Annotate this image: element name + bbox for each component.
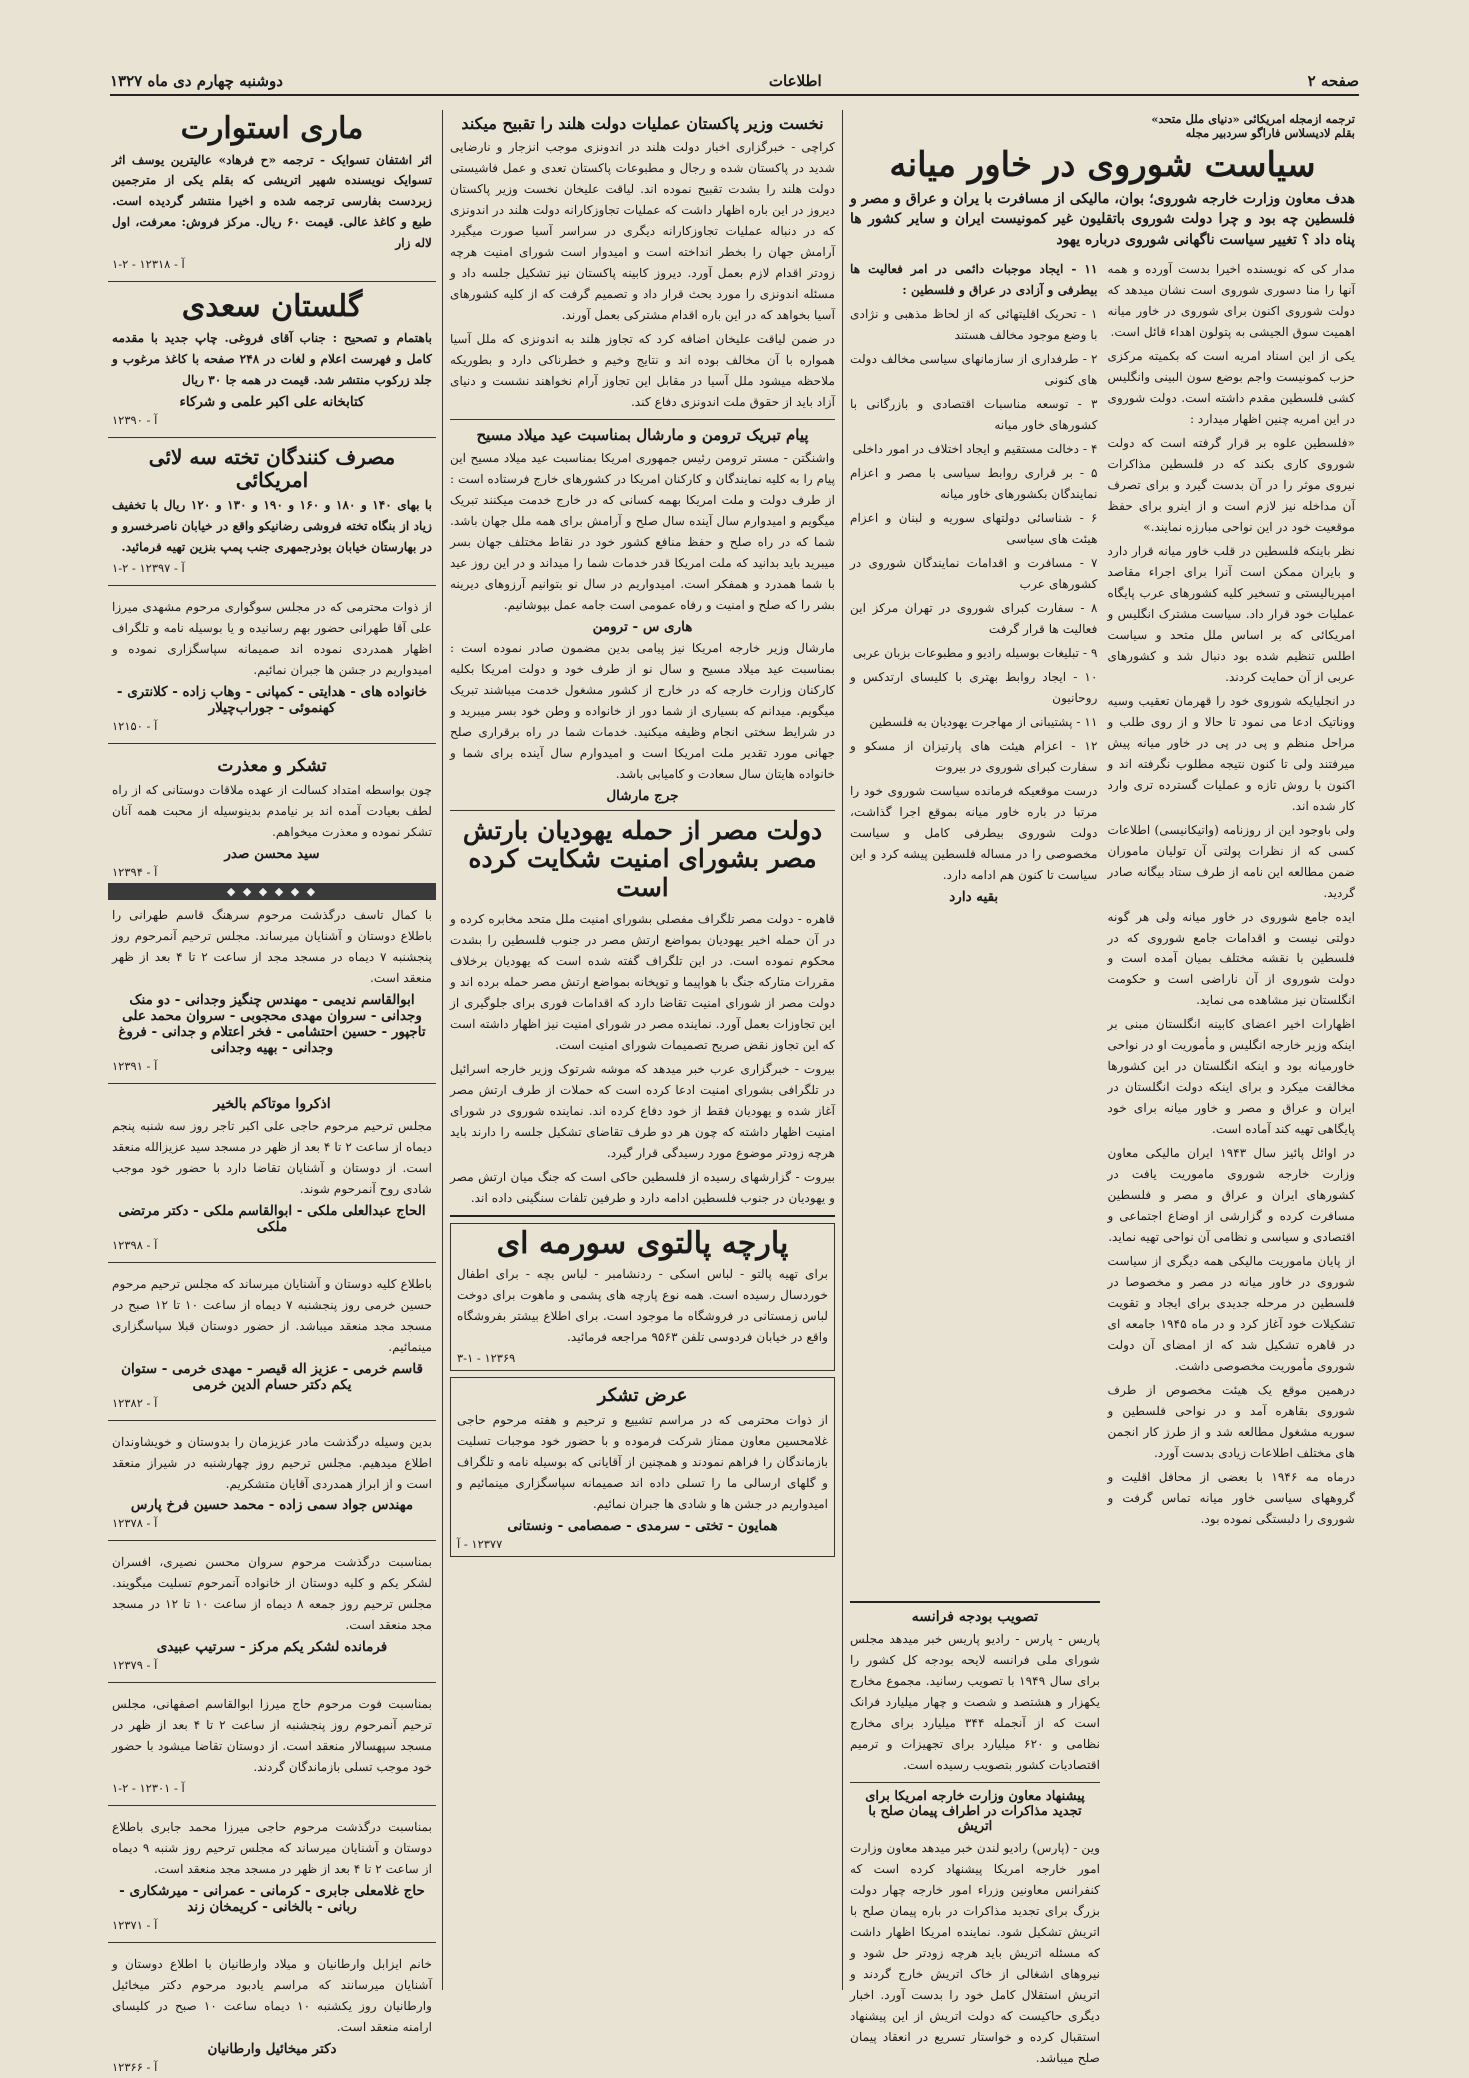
- obituary-signature: ابوالقاسم ندیمی - مهندس چنگیز وجدانی - دو منک وجدانی - سروان مهدی محجوبی - سروان محمد علی تاجپور - حسین احتشامی - فخر اعتلام و جدانی - فروغ وجدانی - بهیه وجدانی: [118, 991, 426, 1056]
- programme-item: ۱۲ - اعزام هیئت های پارتیزان از مسکو و سفارت کبرای شوروی در بیروت: [850, 738, 1098, 774]
- programme-item: ۲ - طرفداری از سازمانهای سیاسی مخالف دولت های کنونی: [850, 351, 1098, 387]
- budget-title: تصویب بودجه فرانسه: [911, 1609, 1039, 1625]
- ad-code: آ - ۱۲۳۶۶: [112, 2060, 158, 2075]
- ad-code: آ - ۱۲۳۱۸ - ۲-۱: [112, 257, 185, 272]
- article-title: سیاست شوروی در خاور میانه: [889, 145, 1316, 185]
- thanks-ad-text: از ذوات محترمی که در مراسم تشییع و ترحیم و هفته مرحوم حاجی غلامحسین معاون ممتاز شرکت فرموده و با حضور خود موجبات تسلیت بازماندگان را فراهم نمودند و همچنین از آقایانی که بوسیله نامه و تلگراف و گلهای ارسالی ما را تسلی داده اند صمیمانه سپاسگزاری مینمائیم و امیدواریم در جشن ها و شادی ها جبران نمائیم.: [457, 1413, 828, 1511]
- issue-date: دوشنبه چهارم دی ماه ۱۳۲۷: [110, 72, 283, 90]
- truman-signature: هاری س - ترومن: [592, 618, 693, 635]
- paragraph: درهمین موقع یک هیئت مخصوص از طرف شوروی بقاهره آمد و در نواحی فلسطین و سوریه مشغول مطالعه شد و از طرز کار انجمن های مختلف اطلاعات زیادی بدست آورد.: [1107, 1383, 1355, 1461]
- notice-ad: [108, 592, 436, 737]
- thanks-ad: [450, 1377, 835, 1557]
- obituary-ad: [108, 900, 436, 1077]
- ad-code: آ - ۱۲۳۹۴: [112, 864, 158, 879]
- book-ad-text: باهتمام و تصحیح : جناب آقای فروغی. چاپ جدید با مقدمه کامل و فهرست اعلام و لغات در ۲۴۸ صفحه با کاغذ مرغوب و جلد زرکوب منتشر شد. قیمت در همه جا ۳۰ ریال: [112, 330, 432, 387]
- paper-name: اطلاعات: [768, 72, 822, 90]
- marshall-signature: جرج مارشال: [606, 787, 679, 804]
- obituary-signature: الحاج عبدالعلی ملکی - ابوالقاسم ملکی - دکتر مرتضی ملکی: [118, 1202, 426, 1235]
- kicker-source: ترجمه ازمجله امریکائی «دنیای ملل متحد»: [1151, 112, 1355, 126]
- paragraph: یکی از این اسناد امریه است که بکمیته مرکزی حزب کمونیست واجم بوضع سون البینی وانگلیس کشی فلسطین مقدم داشته است. دولت شوروی در این امریه چنین اظهار میدارد :: [1107, 348, 1355, 426]
- fabric-ad-text: برای تهیه پالتو - لباس اسکی - ردنشامبر - لباس بچه - برای اطفال خوردسال رسیده است. همه نوع پارچه های پشمی و ماهوت برای دوخت لباس زمستانی در فروشگاه ما موجود است. برای اطلاع بیشتر بفروشگاه واقع در خیابان فردوسی تلفن ۹۵۶۳ مراجعه فرمائید.: [457, 1267, 828, 1345]
- obituary-signature: حاج غلامعلی جابری - کرمانی - عمرانی - میرشکاری - ربانی - بالخانی - کریمخان زند: [119, 1883, 425, 1916]
- ad-code: آ - ۱۲۳۹۷ - ۲-۱: [112, 560, 185, 575]
- thanks-ad-signature: همایون - تختی - سرمدی - صمصامی - ونستانی: [507, 1517, 778, 1534]
- ad-code: آ - ۱۲۳۹۱: [112, 1058, 158, 1073]
- pakistan-text: کراچی - خبرگزاری اخبار دولت هلند در اندونزی موجب انزجار و نارضایی شدید در پاکستان شده و رجال و مطبوعات پاکستان تعدی و عمل فاشیستی دولت هلند را بشدت تقبیح نموده اند. لیاقت علیخان نخست وزیر پاکستان دیروز در این باره اظهار داشت که عملیات تجاوزکارانه دولت هلند در اندونزی که در دنباله عملیات تجاوزکارانه دیگری در سراسر آسیا صورت میگیرد آرامش جهان را بخطر انداخته است و امیدوار است شورای امنیت هرچه زودتر اقدام لازم بعمل آورد. دیروز کابینه پاکستان نیز تشکیل جلسه داد و مسئله اندونزی را مورد بحث قرار داد و تصمیم گرفت که از کلیه کشورهای آسیا بخواهد که در این باره اقدام مشترکی بعمل آورند.: [450, 140, 835, 322]
- ad-code: آ - ۱۲۳۸۲: [112, 1395, 158, 1410]
- pakistan-text-2: در ضمن لیاقت علیخان اضافه کرد که تجاوز هلند به اندونزی که ملل آسیا همواره با آن مخالف بوده اند و نتایج وخیم و خطرناکی دارد و بطوریکه ملاحظه میشود ملل آسیا در مقابل این تجاوز آرام نخواهند نشست و دنیای آزاد باید از حقوق ملت اندونزی دفاع کند.: [450, 331, 835, 409]
- article-deck: هدف معاون وزارت خارجه شوروی؛ بوان، مالیکی از مسافرت با یران و عراق و مصر و فلسطین چه بود و چرا دولت شوروی باتقلیون غیر کمونیست ایران و سایر کشور ها پناه داد ؟ تغییر سیاست ناگهانی شوروی درباره یهود: [850, 191, 1355, 248]
- paragraph: ولی باوجود این از روزنامه (واتیکانیسی) اطلاعات کسی که از نظرات پولتی آن تولیان ماموران ضمن مطالعه این نامه از طرف ستاد بیگانه صادر گردید.: [1107, 822, 1355, 900]
- article-body: [850, 256, 1355, 1533]
- obituary-ad: [108, 1547, 436, 1676]
- plywood-ad-title: مصرف کنندگان تخته سه لائی امریکائی: [148, 444, 396, 492]
- ad-code: آ - ۱۲۱۵۰: [112, 718, 158, 733]
- programme-intro: ۱۱ - ایجاد موجبات دائمی در امر فعالیت ها بیطرفی و آزادی در عراق و فلسطین :: [850, 261, 1098, 297]
- memorial-ad: [108, 1949, 436, 2078]
- paragraph: «فلسطین علوه بر قرار گرفته است که دولت شوروی کاری بکند که در فلسطین مذاکرات نیروی موثر را در آن بدست گیرد و برای تصرف آن مداخله نیز لازم است و از اینرو برای حفظ موقعیت خود در این نواحی مبارزه نمایند.»: [1107, 435, 1355, 534]
- programme-item: ۴ - دخالت مستقیم و ایجاد اختلاف در امور داخلی: [852, 441, 1098, 456]
- ad-code: آ - ۱۲۳۷۱: [112, 1918, 158, 1933]
- thanks-ad-title: عرض تشکر: [597, 1385, 688, 1407]
- budget-text: پاریس - پارس - رادیو پاریس خبر میدهد مجلس شورای ملی فرانسه لایحه بودجه کل کشور را برای سال ۱۹۴۹ با تصویب رسانید. مجموع مخارج یکهزار و هشتصد و شصت و چهار میلیارد فرانک است که از آنجمله ۳۴۴ میلیارد برای مخارج نظامی و ۶۲۰ میلیارد برای تجهیزات و ترمیم اقتصادیات کشور بتصویب رسیده است.: [850, 1632, 1100, 1772]
- obituary-title: اذکروا موتاکم بالخیر: [213, 1095, 331, 1112]
- paragraph: اظهارات اخیر اعضای کابینه انگلستان مبنی بر اینکه وزیر خارجه انگلیس و مأموریت او در نواحی خاورمیانه بود و اینکه انگلستان در این کشورها مخالفت میکرد و برای اینکه دولت انگلستان در ایران و عراق و مصر و خاور میانه برای خود پایگاهی تهیه کند آماده است.: [1107, 1017, 1355, 1137]
- marshall-text: مارشال وزیر خارجه امریکا نیز پیامی بدین مضمون صادر نموده است : بمناسبت عید میلاد مسیح و سال نو از طرف خود و دولت امریکا بکلیه کارکنان وزارت خارجه که در خارج از کشور مشغول خدمت میباشند تبریک میگویم. میدانم که بسیاری از شما دور از خانواده و وطن خود بسر میبرید و در شرایط سختی انجام وظیفه میکنید. خدمات شما در راه برقراری صلح جهانی مورد تقدیر ملت امریکا است و امیدوارم سال آینده برای شما و خانواده هایتان سال سعادت و کامیابی باشد.: [450, 640, 835, 781]
- notice-text: از ذوات محترمی که در مجلس سوگواری مرحوم مشهدی میرزا علی آقا طهرانی حضور بهم رسانیده و یا بوسیله نامه و تلگراف اظهار همدردی نموده اند صمیمانه سپاسگزاری نموده و امیدواریم در جشن ها جبران نمائیم.: [112, 599, 432, 677]
- ad-code: ۱۲۳۶۹ - ۳-۱: [457, 1351, 516, 1366]
- apology-title: تشکر و معذرت: [217, 755, 327, 776]
- programme-item: ۸ - سفارت کبرای شوروی در تهران مرکز این فعالیت ها قرار گرفت: [850, 600, 1098, 636]
- apology-signature: سید محسن صدر: [224, 845, 320, 862]
- obituary-text: بمناسبت فوت مرحوم حاج میرزا ابوالقاسم اصفهانی، مجلس ترحیم آنمرحوم روز پنجشنبه از ساعت ۲ تا ۴ بعد از ظهر در مسجد سپهسالار منعقد است. از دوستان تقاضا میشود با حضور خود موجب تسلی بازماندگان گردند.: [112, 1697, 432, 1775]
- masthead: [110, 68, 1359, 96]
- fabric-ad-title: پارچه پالتوی سورمه ای: [496, 1225, 789, 1261]
- ad-code: آ - ۱۲۳۰۱ - ۲-۱: [112, 1781, 185, 1796]
- obituary-ad: [108, 1689, 436, 1799]
- article-closing: درست موقعیکه فرمانده سیاست شوروی خود را مرتبا در باره خاور میانه بموقع اجرا گذاشت، دولت شوروی بیطرفی کامل و سیاست مخصوصی را در مساله فلسطین پیشه کرد و این سیاست تا کنون هم ادامه دارد.: [850, 783, 1098, 882]
- memorial-signature: دکتر میخائیل وارطانیان: [207, 2041, 337, 2058]
- plywood-ad-text: با بهای ۱۴۰ و ۱۸۰ و ۱۶۰ و ۱۹۰ و ۱۳۰ و ۱۲۰ ریال با تخفیف زیاد از بنگاه تخته فروشی رضانیکو واقع در خیابان ناصرخسرو و در بهارستان خیابان بوذرجمهری جنب پمپ بنزین تهیه فرمائید.: [112, 497, 432, 554]
- notice-signature: خانواده های - هدایتی - کمپانی - وهاب زاده - کلانتری - کهنموئی - جوراب‌چیلار: [116, 683, 428, 716]
- truman-text: واشنگتن - مستر ترومن رئیس جمهوری امریکا بمناسبت عید میلاد مسیح این پیام را به کلیه نمایندگان و کارکنان امریکا در کشورهای خارج فرستاده است : از طرف دولت و ملت امریکا بهمه کسانی که در خارج خدمت میکنند تبریک میگویم و امیدوارم سال آینده سال صلح و آرامش برای همه ملل جهان باشد. شما که در راه صلح و حفظ منافع کشور خود در نقاط مختلف جهان بسر میبرید باید بدانید که ملت امریکا قدر خدمات شما را میداند و در این روز عید با شما همدرد و همفکر است. امیدواریم در سال نو بتوانیم آرزوهای دیرینه بشر را که صلح و امنیت و رفاه عمومی است جامه عمل بپوشانیم.: [450, 450, 835, 612]
- ad-code: آ - ۱۲۳۷۹: [112, 1658, 158, 1673]
- programme-item: ۱۱ - پشتیبانی از مهاجرت یهودیان به فلسطین: [869, 714, 1098, 729]
- page-number: صفحه ۲: [1307, 72, 1359, 90]
- article-body-col-right: [1108, 256, 1356, 1533]
- obituary-signature: مهندس جواد سمی زاده - محمد حسین فرخ پارس: [130, 1497, 414, 1514]
- proposal-text: وین - (پارس) رادیو لندن خبر میدهد معاون وزارت امور خارجه امریکا پیشنهاد کرده است که کنفرانس معاونین وزراء امور خارجه چهار دولت بزرگ برای تجدید مذاکرات در باره پیمان صلح با اتریش تشکیل شود. نماینده امریکا اظهار داشت که مسئله اتریش باید هرچه زودتر حل شود و نیروهای اشغالی از خاک اتریش خارج گردند و اتریش استقلال کامل خود را بدست آورد. اخبار دیگری حاکیست که دولت اتریش از این پیشنهاد استقبال کرده و خواستار تسریع در انعقاد پیمان صلح میباشد.: [850, 1840, 1100, 2065]
- book-ad-publisher: کتابخانه علی اکبر علمی و شرکاء: [179, 393, 365, 410]
- programme-item: ۷ - مسافرت و اقدامات نمایندگان شوروی در کشورهای عرب: [850, 555, 1098, 591]
- obituary-ad: [108, 1269, 436, 1414]
- kicker-author: بقلم لادیسلاس فاراگو سردبیر مجله: [1185, 126, 1355, 140]
- pakistan-title: نخست وزیر پاکستان عملیات دولت هلند را تقبیح میکند: [461, 114, 824, 133]
- book-ad-golestan: [108, 288, 436, 430]
- egypt-text-2: بیروت - خبرگزاری عرب خبر میدهد که موشه شرتوک وزیر خارجه اسرائیل در تلگرافی بشورای امنیت ادعا کرده است که حملات از طرف ارتش مصر آغاز شده و یهودیان فقط از خود دفاع کرده اند. نماینده شوروی در شورای امنیت اظهار داشته که چون هر دو طرف تقاضای تشکیل جلسه را دارند باید هرچه زودتر موضوع مورد رسیدگی قرار گیرد.: [450, 1061, 835, 1160]
- fabric-ad: [450, 1223, 835, 1371]
- paragraph: ایده جامع شوروی در خاور میانه ولی هر گونه دولتی نیست و اقدامات جامع شوروی که در فلسطین با نقشه مختلف بمیان آمده است و دولت شوروی از آن ناراضی است و حکومت انگلستان نیز مشاهده می نماید.: [1107, 909, 1355, 1008]
- paragraph: در اوائل پائیز سال ۱۹۴۳ ایران مالیکی معاون وزارت خارجه شوروی ماموریت یافت در کشورهای ایران و عراق و مصر و فلسطین مسافرت کرده و گزارشی از اوضاع اجتماعی و اقتصادی و سیاسی و نظامی آن نواحی تهیه نماید.: [1107, 1146, 1355, 1245]
- classifieds-column: [108, 110, 436, 2075]
- programme-item: ۵ - بر قراری روابط سیاسی با مصر و اعزام نمایندگان بکشورهای خاور میانه: [850, 465, 1098, 501]
- paragraph: مدار کی که نویسنده اخیرا بدست آورده و همه آنها را منا دسوری شوروی است نشان میدهد که دولت شوروی اکنون برای شوروی در خاور میانه اهمیت سوق الجیشی به پتولون اهداء قائل است.: [1107, 261, 1355, 339]
- book-ad-text: اثر اشتفان تسوایک - ترجمه «ح فرهاد» عالیترین یوسف اثر تسوایک نویسنده شهیر اتریشی که بقلم یکی از مترجمین زبردست بفارسی ترجمه شده و اخیرا منتشر گردیده است. طبع و کاغذ عالی. قیمت ۶۰ ریال. مرکز فروش: معرفت، اول لاله زار: [112, 152, 432, 251]
- egypt-text-3: بیروت - گزارشهای رسیده از فلسطین حاکی است که جنگ میان ارتش مصر و یهودیان در جنوب فلسطین ادامه دارد و طرفین تلفات سنگینی داده اند.: [450, 1169, 835, 1205]
- paragraph: درماه مه ۱۹۴۶ با بعضی از محافل اقلیت و گروههای سیاسی خاور میانه تماس گرفت و شوروی را دلبستگی نموده بود.: [1107, 1470, 1355, 1527]
- obituary-ad: [108, 1090, 436, 1256]
- ad-code: آ - ۱۲۳۹۰: [112, 412, 158, 427]
- paragraph: نظر باینکه فلسطین در قلب خاور میانه قرار دارد و بایران ممکن است آنرا برای اجراء مقاصد امپریالیستی و تسخیر کلیه کشورهای عرب پایگاه عملیات خود قرار داد. سیاست مشترک انگلیس و امریکائی که بر اساس ملل متحد و سیاست اطلس تنظیم شده بود دنبال شد و کشورهای عربی از آن حمایت کردند.: [1107, 543, 1355, 684]
- obituary-text: مجلس ترحیم مرحوم حاجی علی اکبر تاجر روز سه شنبه پنجم دیماه از ساعت ۲ تا ۴ بعد از ظهر در مسجد سید عزیزالله منعقد است. از دوستان و آشنایان تقاضا دارد با حضور خود موجب شادی روح آنمرحوم شوند.: [112, 1118, 433, 1196]
- article-body-col-left: [850, 256, 1098, 1533]
- programme-item: ۶ - شناسائی دولتهای سوریه و لبنان و اعزام هیئت های سیاسی: [850, 510, 1098, 546]
- obituary-text: بمناسبت درگذشت مرحوم سروان محسن نصیری، افسران لشکر یکم و کلیه دوستان از خانواده آنمرحوم تسلیت میگویند. مجلس ترحیم روز جمعه ۸ دیماه از ساعت ۱۰ تا ۱۲ در مسجد مجد منعقد است.: [112, 1555, 432, 1633]
- middle-news-column: [450, 110, 835, 1990]
- obituary-text: باطلاع کلیه دوستان و آشنایان میرساند که مجلس ترحیم مرحوم حسین خرمی روز پنجشنبه ۷ دیماه از ساعت ۱۰ تا ۱۲ صبح در مسجد مجد منعقد میباشد. از حضور دوستان قبلا سپاسگزاری مینمائیم.: [112, 1276, 432, 1354]
- obituary-text: بدین وسیله درگذشت مادر عزیزمان را بدوستان و خویشاوندان اطلاع میدهیم. مجلس ترحیم روز چهارشنبه در شیراز منعقد است و از ابراز همدردی آقایان متشکریم.: [112, 1434, 432, 1491]
- book-ad-title: گلستان سعدی: [181, 289, 363, 325]
- obituary-text: با کمال تاسف درگذشت مرحوم سرهنگ قاسم طهرانی را باطلاع دوستان و آشنایان میرساند. مجلس ترحیم آنمرحوم روز پنجشنبه ۷ دیماه در مسجد مجد از ساعت ۲ تا ۴ بعد از ظهر منعقد است.: [112, 907, 433, 985]
- separator-band: ◆ ◆ ◆ ◆ ◆ ◆: [108, 883, 436, 900]
- ad-code: آ - ۱۲۳۷۸: [112, 1516, 158, 1531]
- programme-item: ۱۰ - ایجاد روابط بهتری با کلیسای ارتدکس و روحانیون: [850, 669, 1098, 705]
- apology-ad: [108, 750, 436, 883]
- egypt-text: قاهره - دولت مصر تلگراف مفصلی بشورای امنیت ملل متحد مخابره کرده و در آن حمله اخیر یهودیان بمواضع ارتش مصر در جنوب فلسطین را بشدت محکوم نموده است. در این تلگراف گفته شده است که یهودیان برخلاف مقررات متارکه جنگ با هواپیما و توپخانه بمواضع ارتش مصر حمله برده اند و دولت مصر از شورای امنیت تقاضا دارد که اقدامات فوری برای جلوگیری از این تجاوزات بعمل آورد. نماینده مصر در شورای امنیت نیز اظهار داشته است که این تجاوز نقض صریح تصمیمات شورای امنیت است.: [450, 911, 835, 1052]
- apology-text: چون بواسطه امتداد کسالت از عهده ملاقات دوستانی که از راه لطف بعیادت آمده اند بر نیامدم بدینوسیله از محبت همه آنان تشکر نموده و معذرت میخواهم.: [112, 782, 432, 839]
- obituary-signature: فرمانده لشکر یکم مرکز - سرتیپ عبیدی: [156, 1639, 388, 1656]
- article-kicker: [850, 112, 1355, 140]
- egypt-title: دولت مصر از حمله یهودیان بارتش مصر بشورای امنیت شکایت کرده است: [462, 815, 823, 903]
- truman-title: پیام تبریک ترومن و مارشال بمناسبت عید میلاد مسیح: [476, 425, 809, 444]
- obituary-ad: [108, 1812, 436, 1936]
- programme-item: ۳ - توسعه مناسبات اقتصادی و بازرگانی با کشورهای خاور میانه: [850, 396, 1098, 432]
- programme-item: ۱ - تحریک اقلیتهائی که از لحاظ مذهبی و نژادی با وضع موجود مخالف هستند: [850, 306, 1098, 342]
- continued-note: بقیه دارد: [949, 888, 999, 905]
- obituary-signature: قاسم خرمی - عزیز اله قیصر - مهدی خرمی - ستوان یکم دکتر حسام الدین خرمی: [121, 1360, 423, 1393]
- proposal-title: پیشنهاد معاون وزارت خارجه امریکا برای تجدید مذاکرات در اطراف پیمان صلح با اتریش: [865, 1788, 1085, 1834]
- book-ad-title: ماری استوارت: [180, 111, 364, 146]
- news-briefs-column: [850, 1595, 1100, 2065]
- book-ad-mary-stuart: [108, 110, 436, 275]
- obituary-text: بمناسبت درگذشت مرحوم حاجی میرزا محمد جابری باطلاع دوستان و آشنایان میرساند که مجلس ترحیم روز شنبه ۹ دیماه از ساعت ۲ تا ۴ بعد از ظهر در مسجد مجد منعقد است.: [112, 1820, 433, 1877]
- programme-item: ۹ - تبلیغات بوسیله رادیو و مطبوعات بزبان عربی: [852, 645, 1098, 660]
- plywood-ad: [108, 444, 436, 579]
- obituary-ad: [108, 1427, 436, 1535]
- paragraph: در انجلیایکه شوروی خود را قهرمان تعقیب وسیه ووناتیک ادعا می نمود تا حالا و از روی طلب و مراحل منظم و پی در پی در خاور میانه پیش میرفتند ولی تا کنون نتیجه مطلوب نگرفته اند و اکنون با روش تازه و عملیات گسترده تری وارد کار شده اند.: [1107, 693, 1355, 813]
- paragraph: از پایان ماموریت مالیکی همه دیگری از سیاست شوروی در خاور میانه در مصر و مخصوصا در فلسطین در مرحله جدیدی برای ایجاد و تقویت تشکیلات خود آغاز کرد و در ماه ۱۹۴۵ جامعه ای در قاهره تشکیل شد که از امضای آن دولت شوروی مأموریت مخصوصی داشت.: [1107, 1254, 1355, 1374]
- ad-code: آ - ۱۲۳۹۸: [112, 1237, 158, 1252]
- memorial-text: خانم ایزابل وارطانیان و میلاد وارطانیان با اطلاع دوستان و آشنایان میرسانند که مراسم یادبود مرحوم دکتر میخائیل وارطانیان روز یکشنبه ۱۰ دیماه ساعت ۱۰ صبح در کلیسای ارامنه منعقد است.: [112, 1957, 432, 2035]
- column-rule: [842, 110, 843, 1990]
- column-rule: [442, 110, 443, 1990]
- ad-code: ۱۲۳۷۷ - آ: [457, 1536, 503, 1551]
